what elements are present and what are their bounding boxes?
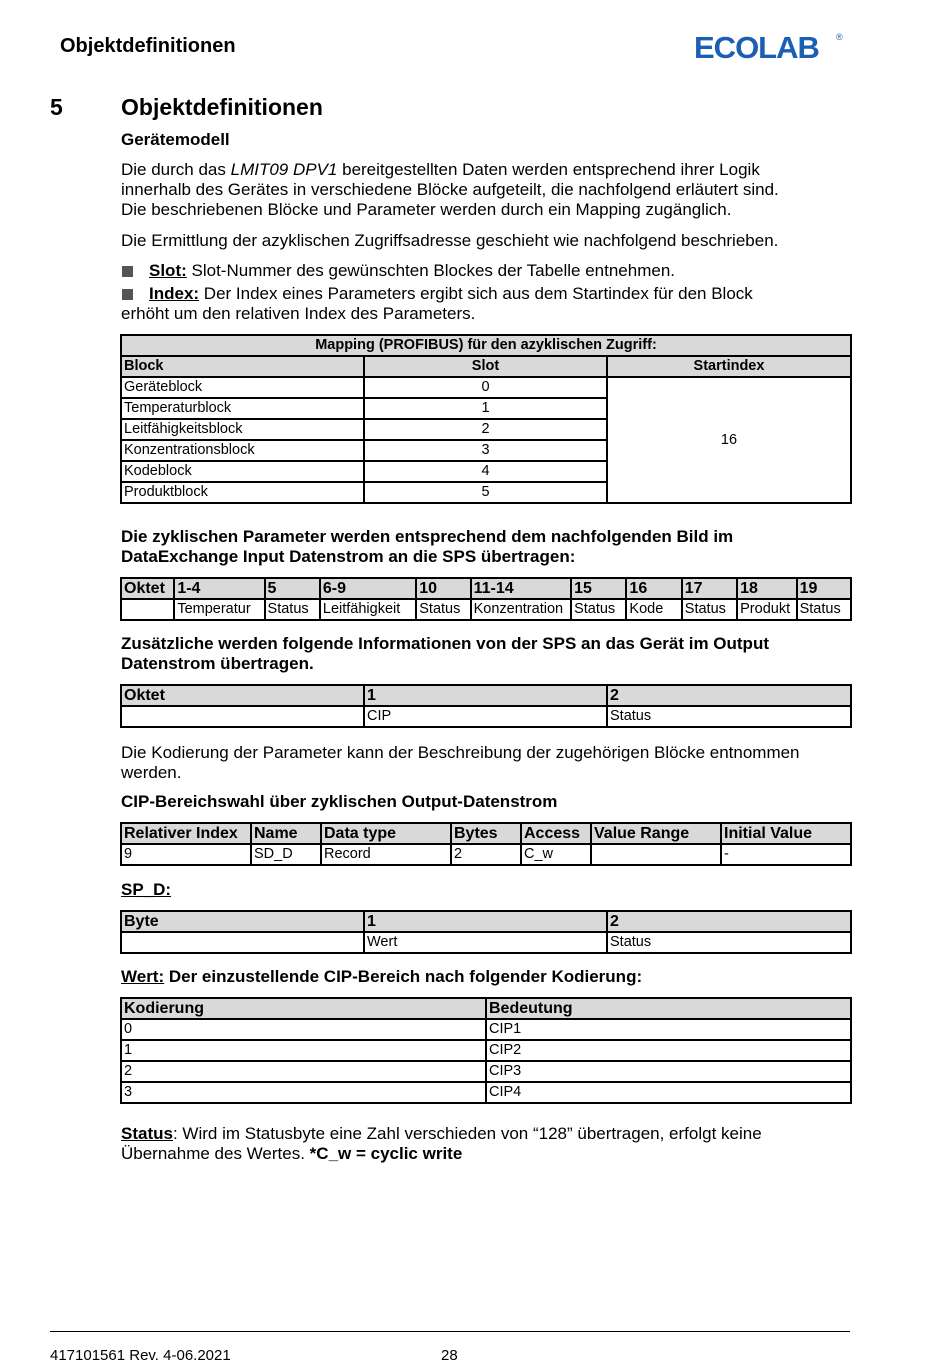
- bullet-slot: Slot: Slot-Nummer des gewünschten Blockes der Tabelle entnehmen.: [149, 261, 675, 281]
- table-row: Temperaturblock 1: [121, 398, 851, 419]
- section-number: 5: [50, 94, 63, 120]
- mapping-caption: Mapping (PROFIBUS) für den azyklischen Zugriff:: [121, 335, 851, 356]
- mapping-table: [120, 334, 852, 504]
- section-title: Objektdefinitionen: [121, 94, 323, 120]
- svg-text:ECOLAB: ECOLAB: [694, 30, 819, 62]
- output-heading: Zusätzliche werden folgende Informationen von der SPS an das Gerät im Output Datenstrom übertragen.: [121, 634, 769, 673]
- bullet-square-icon: [122, 289, 133, 300]
- table-row: 1 CIP2: [121, 1040, 851, 1061]
- output-datastream-table: Oktet 1 2 CIP Status: [120, 684, 852, 728]
- page-number: 28: [441, 1347, 458, 1364]
- table-row: 2 CIP3: [121, 1061, 851, 1082]
- spd-label: SP_D:: [121, 880, 172, 899]
- table-row: Konzentrationsblock 3: [121, 440, 851, 461]
- cip-heading: CIP-Bereichswahl über zyklischen Output-Datenstrom: [121, 792, 558, 811]
- col-header-startindex: Startindex: [607, 356, 851, 377]
- footer-doc-number: 417101561 Rev. 4-06.2021: [50, 1347, 231, 1364]
- col-header-block: Block: [121, 356, 364, 377]
- subtitle-geraetemodell: Gerätemodell: [121, 130, 230, 149]
- input-datastream-table: Oktet 1-4 5 6-9 10 11-14 15 16 17 18 19 Temperatur Status Leitfähigkeit Status Konzentration Status Kode Status Produkt Status: [120, 577, 852, 621]
- table-row: 9 SD_D Record 2 C_w -: [121, 844, 851, 865]
- cyclic-heading: Die zyklischen Parameter werden entsprechend dem nachfolgenden Bild im DataExchange Input Datenstrom an die SPS übertragen:: [121, 527, 734, 566]
- coding-note: Die Kodierung der Parameter kann der Beschreibung der zugehörigen Blöcke entnommen werden.: [121, 743, 800, 782]
- col-header-slot: Slot: [364, 356, 607, 377]
- footer-divider: [50, 1331, 850, 1332]
- startindex-value: 16: [607, 377, 851, 503]
- intro-paragraph: Die durch das LMIT09 DPV1 bereitgestellten Daten werden entsprechend ihrer Logik innerhalb des Gerätes in verschiedene Blöcke aufgeteilt, die nachfolgend erläutert sind. Die beschriebenen Blöcke und Parameter werden durch ein Mapping zugänglich.: [121, 160, 779, 219]
- table-row: 3 CIP4: [121, 1082, 851, 1103]
- bullet-index: Index: Der Index eines Parameters ergibt sich aus dem Startindex für den Block erhöht um den relativen Index des Parameters.: [121, 284, 753, 323]
- bullet-square-icon: [122, 266, 133, 277]
- byte-table: Byte 1 2 Wert Status: [120, 910, 852, 954]
- table-row: Produktblock 5: [121, 482, 851, 503]
- svg-text:®: ®: [836, 32, 843, 42]
- table-row: Wert Status: [121, 932, 851, 953]
- table-row: Geräteblock 0 16: [121, 377, 851, 398]
- status-note: Status: Wird im Statusbyte eine Zahl verschieden von “128” übertragen, erfolgt keine Übernahme des Wertes. *C_w = cyclic write: [121, 1124, 762, 1163]
- wert-heading: Wert: Der einzustellende CIP-Bereich nach folgender Kodierung:: [121, 967, 643, 986]
- table-row: Kodeblock 4: [121, 461, 851, 482]
- running-header: Objektdefinitionen: [60, 35, 236, 57]
- table-row: Leitfähigkeitsblock 2: [121, 419, 851, 440]
- cip-table: Relativer Index Name Data type Bytes Access Value Range Initial Value 9 SD_D Record 2 C_w -: [120, 822, 852, 866]
- access-address-paragraph: Die Ermittlung der azyklischen Zugriffsadresse geschieht wie nachfolgend beschrieben.: [121, 231, 779, 250]
- ecolab-logo: [694, 30, 844, 62]
- kodierung-table: Kodierung Bedeutung 0 CIP1 1 CIP2 2 CIP3 3 CIP4: [120, 997, 852, 1104]
- table-row: 0 CIP1: [121, 1019, 851, 1040]
- table-row: CIP Status: [121, 706, 851, 727]
- table-row: Temperatur Status Leitfähigkeit Status Konzentration Status Kode Status Produkt Status: [121, 599, 851, 620]
